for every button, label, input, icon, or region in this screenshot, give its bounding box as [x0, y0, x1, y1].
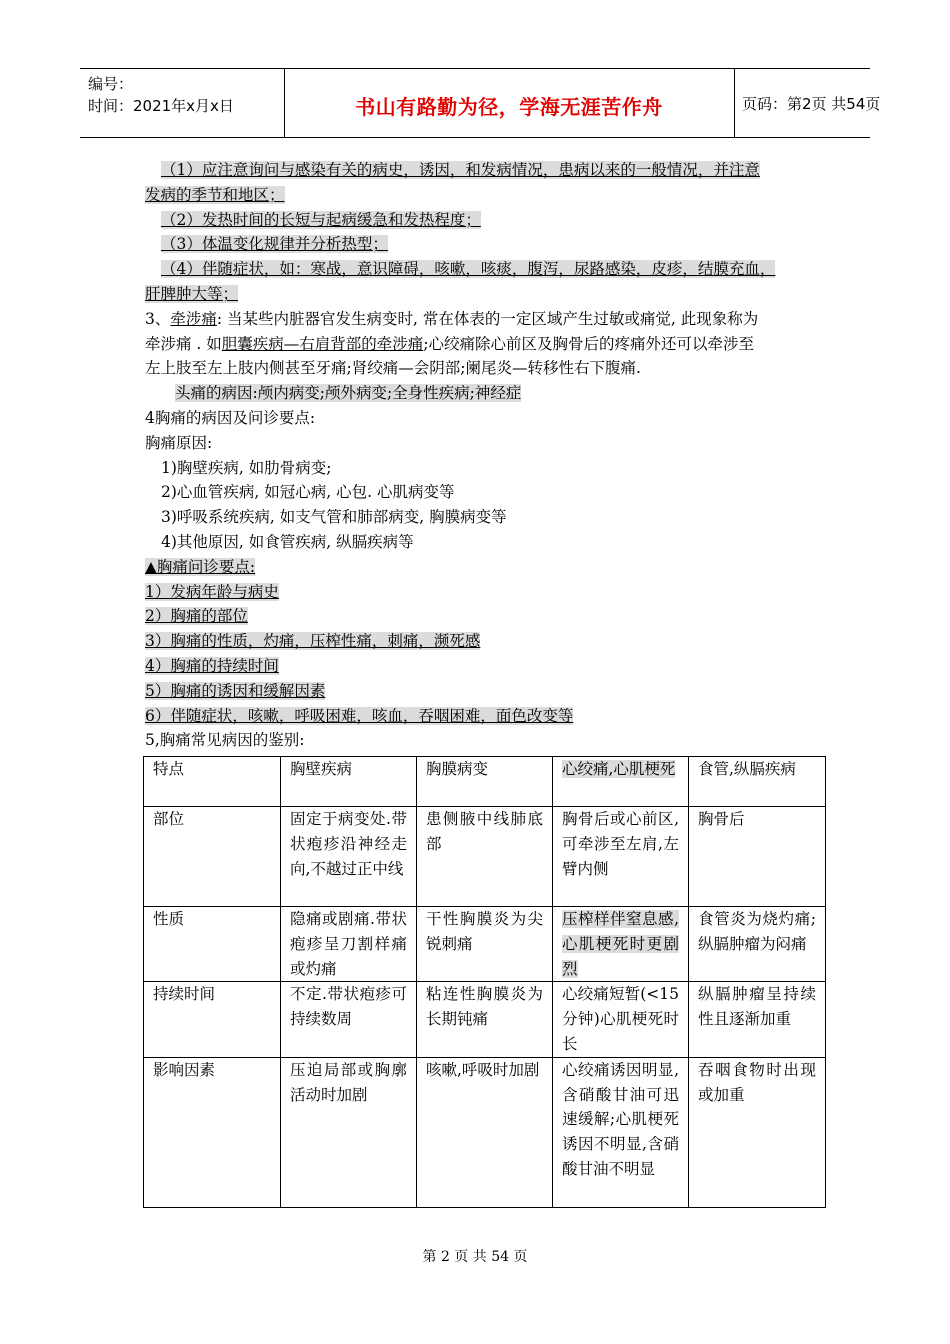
- table-header-cell: 胸壁疾病: [281, 757, 417, 807]
- intro-line: （3）体温变化规律并分析热型；: [161, 235, 388, 254]
- table-cell: 患侧腋中线肺底部: [417, 807, 553, 907]
- key-point: 5）胸痛的诱因和缓解因素: [145, 681, 326, 700]
- header-motto-cell: [284, 69, 735, 137]
- key-point: 3）胸痛的性质，灼痛，压榨性痛，刺痛，濒死感: [145, 632, 481, 651]
- table-cell: 粘连性胸膜炎为长期钝痛: [417, 982, 553, 1057]
- header-meta: [80, 69, 285, 137]
- table-cell: 食管炎为烧灼痛;纵膈肿瘤为闷痛: [689, 907, 826, 982]
- page-header: [80, 68, 881, 138]
- table-cell: 隐痛或剧痛.带状疱疹呈刀割样痛或灼痛: [281, 907, 417, 982]
- intro-line: 肝脾肿大等；: [145, 284, 239, 303]
- key-point: 2）胸痛的部位: [145, 607, 248, 626]
- table-row: [144, 807, 826, 907]
- intro-line: 发病的季节和地区；: [145, 185, 285, 204]
- referred-pain-line: 3、牵涉痛: 当某些内脏器官发生病变时, 常在体表的一定区域产生过敏或痛觉, 此现象称为: [145, 309, 759, 328]
- table-title: 5,胸痛常见病因的鉴别:: [145, 731, 305, 750]
- table-header-cell: 心绞痛,心肌梗死: [553, 757, 689, 807]
- code-label: 编号：: [88, 75, 134, 93]
- key-point: 6）伴随症状，咳嗽，呼吸困难，咳血，吞咽困难，面色改变等: [145, 706, 574, 725]
- cause-item: 4)其他原因, 如食管疾病, 纵膈疾病等: [161, 532, 414, 551]
- table-row: [144, 982, 826, 1057]
- referred-pain-line: 牵涉痛 . 如胆囊疾病—右肩背部的牵涉痛;心绞痛除心前区及胸骨后的疼痛外还可以牵涉至: [145, 334, 755, 353]
- chest-pain-causes-label: 胸痛原因:: [145, 433, 213, 452]
- page-footer: 第 2 页 共 54 页: [422, 1249, 528, 1265]
- table-cell: 持续时间: [144, 982, 281, 1057]
- table-header-row: [144, 757, 826, 807]
- table-cell: 不定.带状疱疹可持续数周: [281, 982, 417, 1057]
- table-cell: 胸骨后: [689, 807, 826, 907]
- referred-pain-term: 牵涉痛: [170, 309, 217, 328]
- intro-line: （1）应注意询问与感染有关的病史，诱因，和发病情况，患病以来的一般情况，并注意: [161, 161, 760, 179]
- cause-item: 2)心血管疾病, 如冠心病, 心包. 心肌病变等: [161, 483, 455, 502]
- table-header-cell: 食管,纵膈疾病: [689, 757, 826, 807]
- table-cell: 咳嗽,呼吸时加剧: [417, 1057, 553, 1207]
- key-points-title: ▲胸痛问诊要点:: [145, 557, 256, 576]
- cause-item: 3)呼吸系统疾病, 如支气管和肺部病变, 胸膜病变等: [161, 508, 507, 527]
- table-cell: 固定于病变处.带状疱疹沿神经走向,不越过正中线: [281, 807, 417, 907]
- table-cell: 胸骨后或心前区,可牵涉至左肩,左臂内侧: [553, 807, 689, 907]
- table-cell: 部位: [144, 807, 281, 907]
- table-cell: 压榨样伴窒息感,心肌梗死时更剧烈: [553, 907, 689, 982]
- key-point: 4）胸痛的持续时间: [145, 656, 279, 675]
- table-cell: 性质: [144, 907, 281, 982]
- table-cell: 影响因素: [144, 1057, 281, 1207]
- header-page-cell: [734, 69, 881, 137]
- table-cell: 纵膈肿瘤呈持续性且逐渐加重: [689, 982, 826, 1057]
- page-label: 页码：第2页 共54页: [742, 95, 881, 113]
- date-label: 时间：2021年x月x日: [88, 97, 234, 115]
- table-row: [144, 1057, 826, 1207]
- intro-line: （4）伴随症状，如：寒战，意识障碍，咳嗽，咳痰，腹泻，尿路感染，皮疹，结膜充血，: [161, 260, 776, 279]
- table-header-cell: 特点: [144, 757, 281, 807]
- key-point: 1）发病年龄与病史: [145, 582, 279, 601]
- chest-pain-title: 4胸痛的病因及问诊要点:: [145, 408, 316, 427]
- intro-line: （2）发热时间的长短与起病缓急和发热程度；: [161, 210, 481, 229]
- document-body: [145, 158, 825, 753]
- table-cell: 心绞痛短暂(<15分钟)心肌梗死时长: [553, 982, 689, 1057]
- table-cell: 干性胸膜炎为尖锐刺痛: [417, 907, 553, 982]
- table-cell: 吞咽食物时出现或加重: [689, 1057, 826, 1207]
- table-row: [144, 907, 826, 982]
- headache-line: 头痛的病因:颅内病变;颅外病变;全身性疾病;神经症: [175, 384, 522, 403]
- referred-pain-line: 左上肢至左上肢内侧甚至牙痛;肾绞痛—会阴部;阑尾炎—转移性右下腹痛.: [145, 359, 641, 378]
- table-cell: 心绞痛诱因明显,含硝酸甘油可迅速缓解;心肌梗死诱因不明显,含硝酸甘油不明显: [553, 1057, 689, 1207]
- cause-item: 1)胸壁疾病, 如肋骨病变;: [161, 458, 332, 477]
- table-header-cell: 胸膜病变: [417, 757, 553, 807]
- chest-pain-differential-table: [143, 756, 826, 1208]
- table-cell: 压迫局部或胸廓活动时加剧: [281, 1057, 417, 1207]
- motto: 书山有路勤为径，学海无涯苦作舟: [355, 95, 663, 119]
